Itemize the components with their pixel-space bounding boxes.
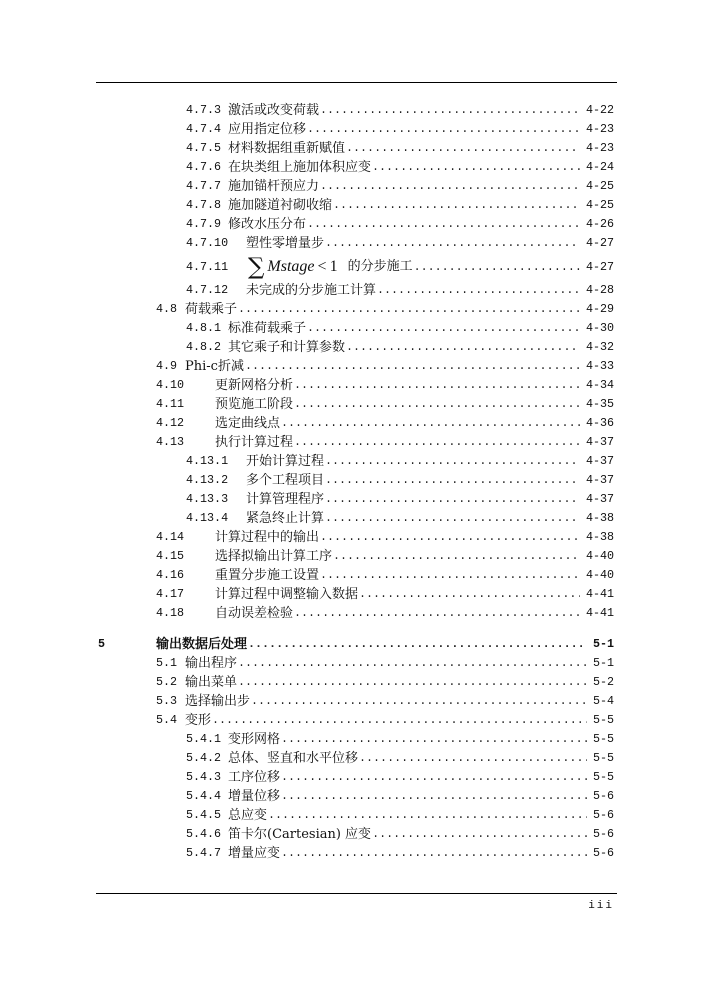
toc-entry-4-8	[0, 300, 702, 319]
entry-number: 4.17	[156, 586, 185, 601]
dot-leader	[319, 528, 580, 547]
formula-relation: <	[317, 257, 327, 275]
entry-page: 5-5	[592, 769, 614, 784]
entry-number: 4.7.5	[186, 140, 222, 155]
entry-title: 增量应变	[228, 845, 281, 861]
entry-page: 5-5	[592, 712, 614, 727]
dot-leader	[332, 196, 580, 215]
entry-number: 4.18	[156, 605, 185, 620]
chapter-title: 输出数据后处理	[156, 636, 248, 652]
toc-entry-5-4-1	[0, 730, 702, 749]
entry-title: 荷载乘子	[185, 301, 238, 317]
entry-page: 4-22	[585, 102, 614, 117]
entry-page: 5-6	[592, 826, 614, 841]
entry-number: 5.4.5	[186, 807, 222, 822]
formula-variable: Mstage	[267, 257, 315, 275]
dot-leader	[324, 234, 580, 253]
entry-page: 5-6	[592, 845, 614, 860]
entry-number: 5.4.7	[186, 845, 222, 860]
dot-leader	[293, 604, 580, 623]
dot-leader	[247, 635, 587, 654]
dot-leader	[237, 654, 587, 673]
toc-entry-4-7-8	[0, 196, 702, 215]
dot-leader	[267, 806, 587, 825]
summation-symbol: ∑	[248, 253, 265, 280]
entry-title: Phi-c折减	[185, 358, 244, 374]
entry-page: 4-33	[585, 358, 614, 373]
entry-number: 4.7.10	[186, 235, 229, 250]
entry-number: 4.8	[156, 301, 178, 316]
entry-page: 4-40	[585, 548, 614, 563]
entry-number: 4.7.6	[186, 159, 222, 174]
entry-title: 输出程序	[185, 655, 238, 671]
entry-title: 多个工程项目	[246, 472, 325, 488]
entry-number: 4.13.1	[186, 453, 229, 468]
entry-page: 5-5	[592, 731, 614, 746]
entry-title: 修改水压分布	[228, 216, 307, 232]
entry-page: 4-34	[585, 377, 614, 392]
entry-page: 4-35	[585, 396, 614, 411]
entry-number: 5.4	[156, 712, 178, 727]
entry-page: 4-23	[585, 140, 614, 155]
entry-page: 4-24	[585, 159, 614, 174]
dot-leader	[345, 338, 580, 357]
toc-entry-4-11	[0, 395, 702, 414]
entry-title: 预览施工阶段	[215, 396, 294, 412]
entry-number: 4.8.1	[186, 320, 222, 335]
dot-leader	[319, 177, 580, 196]
dot-leader	[324, 490, 580, 509]
toc-entry-4-7-12	[0, 281, 702, 300]
entry-number: 4.13.4	[186, 510, 229, 525]
toc-entry-4-18	[0, 604, 702, 623]
toc-entry-4-7-5	[0, 139, 702, 158]
entry-title: 在块类组上施加体积应变	[228, 159, 372, 175]
entry-number: 5.4.4	[186, 788, 222, 803]
entry-page: 4-23	[585, 121, 614, 136]
entry-page: 5-5	[592, 750, 614, 765]
toc-entry-5-1	[0, 654, 702, 673]
toc-entry-4-17	[0, 585, 702, 604]
entry-number: 5.2	[156, 674, 178, 689]
dot-leader	[306, 120, 580, 139]
chapter-number: 5	[98, 636, 106, 651]
toc-entry-4-13-2	[0, 471, 702, 490]
header-rule	[96, 82, 617, 83]
toc-chapter-5	[0, 635, 702, 654]
entry-number: 5.1	[156, 655, 178, 670]
sum-formula	[248, 253, 338, 281]
entry-title: 开始计算过程	[246, 453, 325, 469]
entry-title: 变形	[185, 712, 212, 728]
entry-page: 4-38	[585, 529, 614, 544]
formula-value: 1	[329, 257, 338, 275]
entry-number: 5.4.6	[186, 826, 222, 841]
entry-number: 4.14	[156, 529, 185, 544]
entry-number: 4.12	[156, 415, 185, 430]
entry-number: 5.4.1	[186, 731, 222, 746]
toc-entry-4-12	[0, 414, 702, 433]
dot-leader	[358, 585, 580, 604]
entry-page: 5-6	[592, 807, 614, 822]
entry-page: 4-32	[585, 339, 614, 354]
dot-leader	[280, 844, 587, 863]
dot-leader	[280, 787, 587, 806]
dot-leader	[358, 749, 587, 768]
toc-entry-4-13-3	[0, 490, 702, 509]
toc-entry-4-7-6	[0, 158, 702, 177]
entry-page: 4-37	[585, 453, 614, 468]
entry-page: 4-38	[585, 510, 614, 525]
toc-entry-5-2	[0, 673, 702, 692]
dot-leader	[371, 158, 580, 177]
toc-entry-4-10	[0, 376, 702, 395]
toc-entry-4-13-4	[0, 509, 702, 528]
entry-title: 计算过程中的输出	[215, 529, 320, 545]
entry-page: 5-1	[592, 636, 614, 651]
entry-title: 计算管理程序	[246, 491, 325, 507]
entry-number: 4.13.2	[186, 472, 229, 487]
entry-title: 的分步施工	[347, 258, 413, 274]
entry-title: 选择拟输出计算工序	[215, 548, 333, 564]
toc-entry-5-4-7	[0, 844, 702, 863]
page-number: iii	[588, 900, 614, 912]
entry-number: 4.7.11	[186, 259, 229, 274]
entry-title: 应用指定位移	[228, 121, 307, 137]
entry-title: 其它乘子和计算参数	[228, 339, 346, 355]
entry-number: 4.7.4	[186, 121, 222, 136]
entry-page: 4-27	[585, 235, 614, 250]
entry-number: 4.7.7	[186, 178, 222, 193]
dot-leader	[306, 215, 580, 234]
dot-leader	[319, 101, 580, 120]
toc-entry-4-16	[0, 566, 702, 585]
dot-leader	[332, 547, 580, 566]
toc-entry-4-8-2	[0, 338, 702, 357]
entry-title: 材料数据组重新赋值	[228, 140, 346, 156]
entry-page: 5-1	[592, 655, 614, 670]
toc-entry-4-7-3	[0, 101, 702, 120]
entry-page: 4-28	[585, 282, 614, 297]
entry-page: 4-25	[585, 197, 614, 212]
toc-entry-4-15	[0, 547, 702, 566]
entry-title: 总体、竖直和水平位移	[228, 750, 359, 766]
entry-title: 选定曲线点	[215, 415, 281, 431]
entry-page: 4-29	[585, 301, 614, 316]
entry-number: 4.7.8	[186, 197, 222, 212]
toc-entry-4-14	[0, 528, 702, 547]
entry-title: 施加隧道衬砌收缩	[228, 197, 333, 213]
dot-leader	[293, 395, 580, 414]
entry-page: 4-25	[585, 178, 614, 193]
entry-number: 4.9	[156, 358, 178, 373]
dot-leader	[293, 376, 580, 395]
entry-page: 4-40	[585, 567, 614, 582]
dot-leader	[293, 433, 580, 452]
entry-number: 4.7.3	[186, 102, 222, 117]
entry-title: 变形网格	[228, 731, 281, 747]
dot-leader	[237, 673, 587, 692]
dot-leader	[280, 730, 587, 749]
entry-title: 选择输出步	[185, 693, 251, 709]
toc-entry-5-4-3	[0, 768, 702, 787]
dot-leader	[306, 319, 580, 338]
entry-title: 执行计算过程	[215, 434, 294, 450]
dot-leader	[319, 566, 580, 585]
table-of-contents	[0, 101, 702, 863]
toc-entry-5-3	[0, 692, 702, 711]
entry-page: 5-6	[592, 788, 614, 803]
dot-leader	[324, 471, 580, 490]
entry-title: 自动误差检验	[215, 605, 294, 621]
entry-number: 4.15	[156, 548, 185, 563]
dot-leader	[280, 768, 587, 787]
entry-title: 标准荷载乘子	[228, 320, 307, 336]
toc-entry-4-8-1	[0, 319, 702, 338]
entry-title: 激活或改变荷载	[228, 102, 320, 118]
entry-title: 紧急终止计算	[246, 510, 325, 526]
dot-leader	[280, 414, 580, 433]
entry-number: 5.4.3	[186, 769, 222, 784]
entry-page: 4-30	[585, 320, 614, 335]
entry-page: 4-41	[585, 605, 614, 620]
toc-entry-4-13-1	[0, 452, 702, 471]
entry-title: 施加锚杆预应力	[228, 178, 320, 194]
entry-number: 4.7.9	[186, 216, 222, 231]
entry-title: 笛卡尔(Cartesian) 应变	[228, 826, 372, 842]
entry-number: 4.16	[156, 567, 185, 582]
toc-entry-5-4-5	[0, 806, 702, 825]
dot-leader	[413, 253, 580, 281]
dot-leader	[244, 357, 580, 376]
dot-leader	[376, 281, 580, 300]
dot-leader	[324, 452, 580, 471]
entry-title: 总应变	[228, 807, 268, 823]
entry-title: 计算过程中调整输入数据	[215, 586, 359, 602]
toc-entry-4-9	[0, 357, 702, 376]
entry-page: 5-4	[592, 693, 614, 708]
toc-entry-5-4-4	[0, 787, 702, 806]
entry-number: 4.11	[156, 396, 185, 411]
entry-page: 5-2	[592, 674, 614, 689]
toc-entry-4-7-10	[0, 234, 702, 253]
footer-rule	[96, 893, 617, 894]
toc-entry-4-7-11	[0, 253, 702, 281]
dot-leader	[237, 300, 580, 319]
entry-title: 更新网格分析	[215, 377, 294, 393]
entry-title: 重置分步施工设置	[215, 567, 320, 583]
entry-page: 4-37	[585, 434, 614, 449]
entry-number: 4.13.3	[186, 491, 229, 506]
entry-page: 4-37	[585, 472, 614, 487]
entry-number: 5.3	[156, 693, 178, 708]
entry-number: 5.4.2	[186, 750, 222, 765]
toc-entry-5-4	[0, 711, 702, 730]
toc-entry-4-7-4	[0, 120, 702, 139]
entry-title: 塑性零增量步	[246, 235, 325, 251]
entry-page: 4-27	[585, 259, 614, 274]
entry-number: 4.10	[156, 377, 185, 392]
entry-page: 4-41	[585, 586, 614, 601]
toc-entry-4-13	[0, 433, 702, 452]
toc-entry-4-7-9	[0, 215, 702, 234]
entry-page: 4-36	[585, 415, 614, 430]
entry-number: 4.7.12	[186, 282, 229, 297]
entry-page: 4-26	[585, 216, 614, 231]
toc-entry-5-4-6	[0, 825, 702, 844]
entry-title: 未完成的分步施工计算	[246, 282, 377, 298]
toc-entry-4-7-7	[0, 177, 702, 196]
dot-leader	[371, 825, 587, 844]
entry-title: 工序位移	[228, 769, 281, 785]
entry-title: 输出菜单	[185, 674, 238, 690]
toc-entry-5-4-2	[0, 749, 702, 768]
entry-title: 增量位移	[228, 788, 281, 804]
entry-number: 4.13	[156, 434, 185, 449]
dot-leader	[250, 692, 587, 711]
dot-leader	[345, 139, 580, 158]
dot-leader	[324, 509, 580, 528]
dot-leader	[211, 711, 587, 730]
entry-page: 4-37	[585, 491, 614, 506]
entry-number: 4.8.2	[186, 339, 222, 354]
